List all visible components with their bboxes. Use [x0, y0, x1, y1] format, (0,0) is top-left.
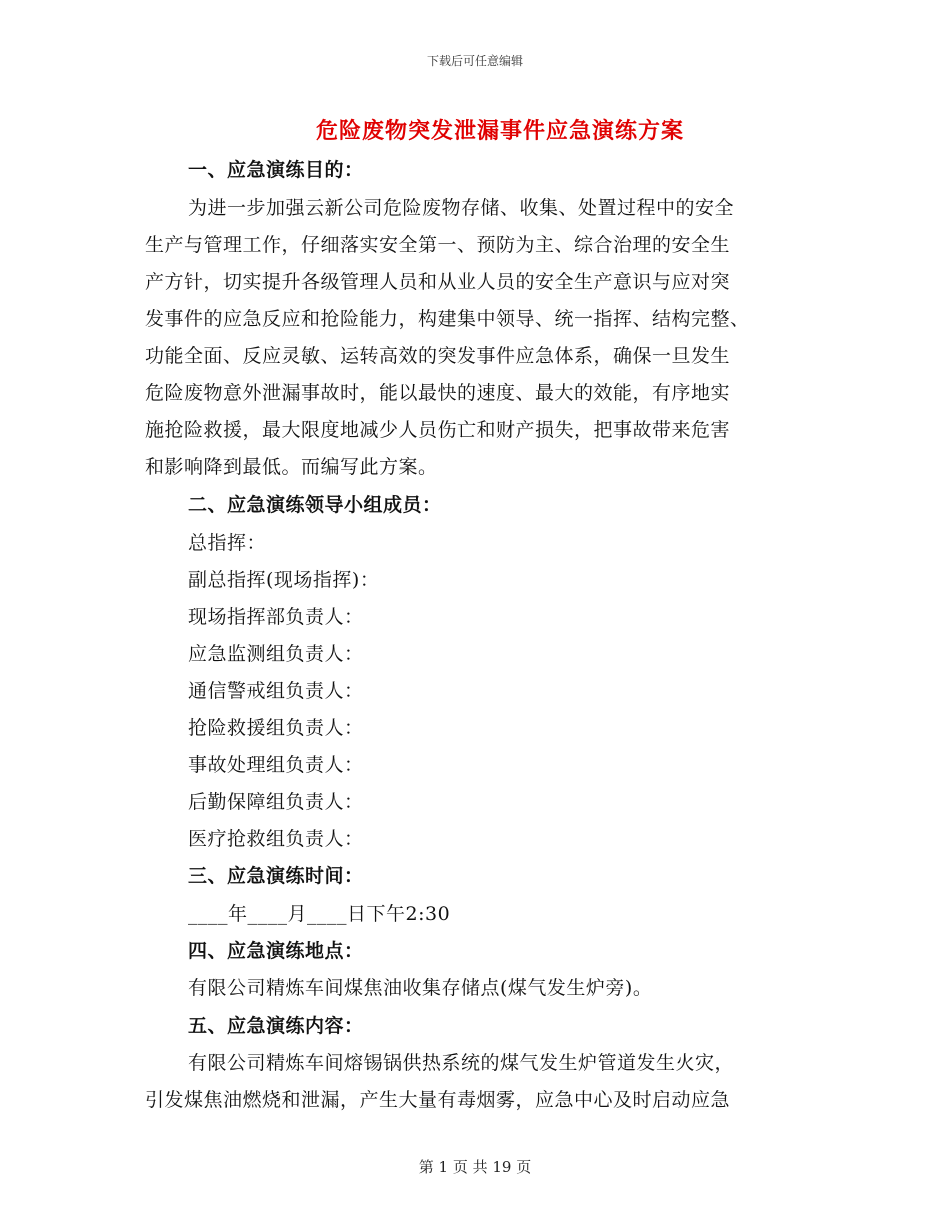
member-item: 副总指挥(现场指挥)： [188, 569, 380, 591]
member-item: 医疗抢救组负责人： [188, 828, 364, 850]
member-item: 总指挥： [188, 532, 267, 554]
paragraph-line: 产方针，切实提升各级管理人员和从业人员的安全生产意识与应对突 [145, 271, 731, 293]
paragraph-line: 施抢险救援，最大限度地减少人员伤亡和财产损失，把事故带来危害 [145, 419, 731, 441]
member-item: 现场指挥部负责人： [188, 606, 364, 628]
section-heading-purpose: 一、应急演练目的： [188, 159, 364, 181]
paragraph-line: 危险废物意外泄漏事故时，能以最快的速度、最大的效能，有序地实 [145, 382, 731, 404]
page-footer: 第 1 页 共 19 页 [418, 1158, 532, 1176]
member-item: 抢险救援组负责人： [188, 717, 364, 739]
section-heading-location: 四、应急演练地点： [188, 940, 364, 962]
section-heading-time: 三、应急演练时间： [188, 865, 364, 887]
drill-time-text: ____年____月____日下午2:30 [188, 903, 451, 925]
paragraph-line: 有限公司精炼车间熔锡锅供热系统的煤气发生炉管道发生火灾， [188, 1052, 735, 1074]
section-heading-content: 五、应急演练内容： [188, 1015, 364, 1037]
paragraph-line: 发事件的应急反应和抢险能力，构建集中领导、统一指挥、结构完整、 [145, 308, 750, 330]
member-item: 应急监测组负责人： [188, 643, 364, 665]
member-item: 通信警戒组负责人： [188, 680, 364, 702]
drill-location-text: 有限公司精炼车间煤焦油收集存储点(煤气发生炉旁)。 [188, 977, 653, 999]
member-item: 事故处理组负责人： [188, 754, 364, 776]
paragraph-line: 生产与管理工作，仔细落实安全第一、预防为主、综合治理的安全生 [145, 234, 731, 256]
document-title: 危险废物突发泄漏事件应急演练方案 [315, 118, 684, 144]
section-heading-leadership: 二、应急演练领导小组成员： [188, 494, 442, 516]
member-item: 后勤保障组负责人： [188, 791, 364, 813]
paragraph-line: 和影响降到最低。而编写此方案。 [145, 456, 438, 478]
paragraph-line: 引发煤焦油燃烧和泄漏，产生大量有毒烟雾，应急中心及时启动应急 [145, 1089, 731, 1111]
paragraph-line: 功能全面、反应灵敏、运转高效的突发事件应急体系，确保一旦发生 [145, 345, 731, 367]
header-note: 下载后可任意编辑 [426, 54, 523, 68]
paragraph-line: 为进一步加强云新公司危险废物存储、收集、处置过程中的安全 [188, 197, 735, 219]
